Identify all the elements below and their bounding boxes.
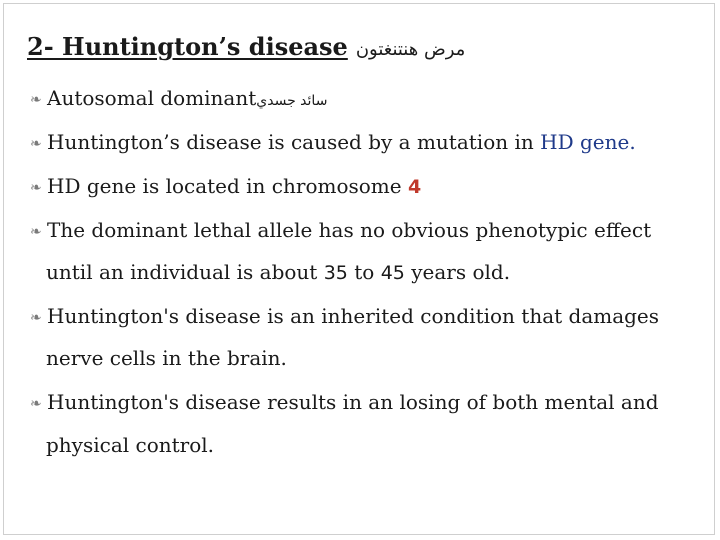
item-6-continuation: physical control. xyxy=(46,433,215,457)
item-5-continuation: nerve cells in the brain. xyxy=(46,346,287,370)
bullet-item-5 xyxy=(30,304,659,328)
slide-title xyxy=(27,32,465,61)
leaf-bullet-icon: ❧ xyxy=(30,223,42,240)
item-3-text: HD gene is located in chromosome xyxy=(47,174,408,198)
item-4-line2-a: until an individual is about xyxy=(46,260,324,284)
item-4-continuation xyxy=(46,260,510,284)
item-1-text: Autosomal dominant xyxy=(47,86,257,110)
leaf-bullet-icon: ❧ xyxy=(30,135,42,152)
title-english: 2- Huntington’s disease xyxy=(27,32,348,61)
bullet-item-1 xyxy=(30,86,327,110)
bullet-item-6 xyxy=(30,390,659,414)
bullet-item-4 xyxy=(30,218,651,242)
item-2-highlight: HD gene. xyxy=(540,130,636,154)
item-6-line1: Huntington's disease results in an losing of both mental and xyxy=(47,390,659,414)
item-4-line1: The dominant lethal allele has no obvious phenotypic effect xyxy=(47,218,652,242)
item-4-number-1: 35 xyxy=(323,262,348,284)
bullet-item-3 xyxy=(30,174,421,198)
leaf-bullet-icon: ❧ xyxy=(30,179,42,196)
item-4-mid: to xyxy=(347,260,381,284)
item-4-line2-b: years old. xyxy=(404,260,511,284)
leaf-bullet-icon: ❧ xyxy=(30,91,42,108)
item-1-arabic: سائد جسدي xyxy=(256,93,328,109)
title-arabic: مرض هنتنغتون xyxy=(355,39,466,60)
item-5-line1: Huntington's disease is an inherited condition that damages xyxy=(47,304,660,328)
item-3-highlight: 4 xyxy=(407,176,422,198)
bullet-item-2 xyxy=(30,130,636,154)
leaf-bullet-icon: ❧ xyxy=(30,309,42,326)
leaf-bullet-icon: ❧ xyxy=(30,395,42,412)
item-4-number-2: 45 xyxy=(380,262,405,284)
item-2-text: Huntington’s disease is caused by a mutation in xyxy=(47,130,541,154)
